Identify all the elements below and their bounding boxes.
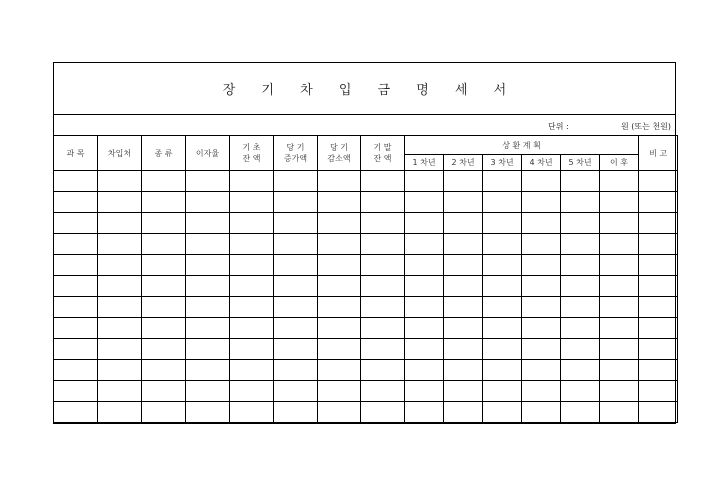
table-cell[interactable] [600,192,639,213]
table-cell[interactable] [186,360,230,381]
table-row [54,402,678,423]
table-cell[interactable] [483,360,522,381]
table-cell[interactable] [318,255,361,276]
table-cell[interactable] [98,171,142,192]
table-cell[interactable] [361,171,405,192]
col-header-lender: 차입처 [98,136,142,171]
table-cell[interactable] [98,297,142,318]
table-cell[interactable] [405,381,444,402]
table-cell[interactable] [142,297,186,318]
table-cell[interactable] [142,339,186,360]
table-cell[interactable] [444,192,483,213]
table-cell[interactable] [444,255,483,276]
col-header-opening-balance-line1: 기 초 [242,143,261,152]
table-cell[interactable] [361,234,405,255]
table-cell[interactable] [274,255,318,276]
col-header-type: 종 류 [142,136,186,171]
table-cell[interactable] [444,318,483,339]
table-cell[interactable] [361,276,405,297]
table-cell[interactable] [186,276,230,297]
table-cell[interactable] [522,255,561,276]
table-cell[interactable] [186,171,230,192]
table-cell[interactable] [361,255,405,276]
table-cell[interactable] [186,255,230,276]
table-cell[interactable] [522,234,561,255]
table-cell[interactable] [561,255,600,276]
table-cell[interactable] [522,339,561,360]
table-cell[interactable] [186,192,230,213]
table-row [54,255,678,276]
table-cell[interactable] [98,192,142,213]
table-cell[interactable] [98,339,142,360]
table-cell[interactable] [405,360,444,381]
table-cell[interactable] [98,381,142,402]
table-cell[interactable] [600,339,639,360]
table-cell[interactable] [98,276,142,297]
table-cell[interactable] [639,318,678,339]
table-cell[interactable] [54,402,98,423]
table-cell[interactable] [142,171,186,192]
table-cell[interactable] [142,213,186,234]
table-cell[interactable] [600,171,639,192]
ledger-body [54,171,678,423]
table-cell[interactable] [561,171,600,192]
table-cell[interactable] [600,276,639,297]
table-cell[interactable] [142,276,186,297]
table-cell[interactable] [54,276,98,297]
table-cell[interactable] [483,255,522,276]
table-cell[interactable] [561,213,600,234]
table-row [54,234,678,255]
table-cell[interactable] [318,192,361,213]
table-cell[interactable] [561,381,600,402]
table-cell[interactable] [639,255,678,276]
page-title: 장 기 차 입 금 명 세 서 [222,83,518,98]
table-cell[interactable] [54,381,98,402]
table-cell[interactable] [54,234,98,255]
col-header-closing-balance-line1: 기 말 [373,143,392,152]
table-cell[interactable] [274,276,318,297]
ledger-form [53,62,676,424]
col-header-period-decrease-line1: 당 기 [330,143,348,152]
ledger-table [53,135,678,423]
table-cell[interactable] [405,213,444,234]
table-cell[interactable] [639,171,678,192]
table-cell[interactable] [274,402,318,423]
table-cell[interactable] [561,318,600,339]
table-cell[interactable] [98,213,142,234]
col-header-after: 이 후 [600,155,639,171]
col-header-remarks: 비 고 [639,136,678,171]
table-cell[interactable] [230,234,274,255]
col-header-interest-rate: 이자율 [186,136,230,171]
table-cell[interactable] [405,339,444,360]
table-cell[interactable] [444,402,483,423]
table-cell[interactable] [274,381,318,402]
table-cell[interactable] [444,171,483,192]
table-cell[interactable] [186,402,230,423]
table-cell[interactable] [405,234,444,255]
table-cell[interactable] [230,318,274,339]
table-cell[interactable] [405,297,444,318]
col-header-year-1: 1 차년 [405,155,444,171]
table-cell[interactable] [639,381,678,402]
table-cell[interactable] [142,234,186,255]
table-cell[interactable] [561,297,600,318]
table-cell[interactable] [444,339,483,360]
table-cell[interactable] [522,171,561,192]
table-cell[interactable] [639,360,678,381]
table-cell[interactable] [230,339,274,360]
table-cell[interactable] [98,402,142,423]
table-cell[interactable] [522,402,561,423]
table-cell[interactable] [230,360,274,381]
col-header-year-4: 4 차년 [522,155,561,171]
col-header-account: 과 목 [54,136,98,171]
table-cell[interactable] [274,234,318,255]
table-cell[interactable] [274,171,318,192]
col-header-opening-balance [230,136,274,171]
table-cell[interactable] [600,297,639,318]
table-row [54,192,678,213]
table-cell[interactable] [561,402,600,423]
table-cell[interactable] [444,234,483,255]
table-cell[interactable] [444,297,483,318]
table-cell[interactable] [444,360,483,381]
table-cell[interactable] [54,339,98,360]
table-cell[interactable] [639,297,678,318]
table-cell[interactable] [274,339,318,360]
table-cell[interactable] [318,360,361,381]
table-cell[interactable] [230,381,274,402]
table-cell[interactable] [561,234,600,255]
table-cell[interactable] [54,297,98,318]
table-row [54,297,678,318]
table-cell[interactable] [318,234,361,255]
table-row [54,318,678,339]
table-cell[interactable] [639,276,678,297]
table-cell[interactable] [639,402,678,423]
table-cell[interactable] [230,297,274,318]
col-header-period-decrease [318,136,361,171]
table-cell[interactable] [318,381,361,402]
table-cell[interactable] [318,402,361,423]
table-cell[interactable] [54,171,98,192]
table-cell[interactable] [186,381,230,402]
header-row-1 [54,136,678,155]
table-cell[interactable] [522,381,561,402]
table-cell[interactable] [186,213,230,234]
table-cell[interactable] [98,234,142,255]
table-cell[interactable] [405,402,444,423]
table-cell[interactable] [483,402,522,423]
table-cell[interactable] [318,339,361,360]
col-header-closing-balance-line2: 잔 액 [373,154,392,163]
table-cell[interactable] [361,297,405,318]
col-header-period-decrease-line2: 감소액 [327,154,351,163]
table-row [54,381,678,402]
table-cell[interactable] [561,339,600,360]
table-cell[interactable] [318,318,361,339]
table-cell[interactable] [230,213,274,234]
col-header-period-increase [274,136,318,171]
table-cell[interactable] [274,360,318,381]
table-cell[interactable] [142,318,186,339]
table-cell[interactable] [483,234,522,255]
table-cell[interactable] [639,234,678,255]
table-cell[interactable] [186,339,230,360]
table-cell[interactable] [639,213,678,234]
title-row [54,63,675,115]
table-cell[interactable] [600,360,639,381]
table-cell[interactable] [274,213,318,234]
table-cell[interactable] [561,276,600,297]
table-cell[interactable] [361,192,405,213]
table-cell[interactable] [361,402,405,423]
table-cell[interactable] [142,255,186,276]
table-cell[interactable] [230,171,274,192]
table-cell[interactable] [98,255,142,276]
table-cell[interactable] [405,171,444,192]
table-cell[interactable] [600,234,639,255]
table-cell[interactable] [600,255,639,276]
table-cell[interactable] [361,360,405,381]
table-cell[interactable] [483,381,522,402]
table-cell[interactable] [405,318,444,339]
table-cell[interactable] [98,360,142,381]
table-cell[interactable] [186,297,230,318]
table-cell[interactable] [522,276,561,297]
table-cell[interactable] [318,297,361,318]
table-cell[interactable] [186,234,230,255]
table-cell[interactable] [600,213,639,234]
table-cell[interactable] [444,213,483,234]
table-cell[interactable] [318,276,361,297]
table-cell[interactable] [483,297,522,318]
table-cell[interactable] [361,381,405,402]
table-cell[interactable] [98,318,142,339]
table-cell[interactable] [483,318,522,339]
table-cell[interactable] [361,318,405,339]
table-cell[interactable] [142,192,186,213]
table-row [54,339,678,360]
table-cell[interactable] [274,297,318,318]
table-cell[interactable] [54,318,98,339]
col-header-repayment-plan: 상 환 계 획 [405,136,639,155]
table-cell[interactable] [230,402,274,423]
table-cell[interactable] [230,255,274,276]
col-header-opening-balance-line2: 잔 액 [242,154,261,163]
unit-label: 단위 : [548,122,569,131]
col-header-year-3: 3 차년 [483,155,522,171]
table-cell[interactable] [444,381,483,402]
table-cell[interactable] [318,213,361,234]
table-cell[interactable] [405,276,444,297]
table-cell[interactable] [230,276,274,297]
table-cell[interactable] [522,360,561,381]
table-cell[interactable] [274,192,318,213]
table-cell[interactable] [318,171,361,192]
table-cell[interactable] [522,192,561,213]
table-row [54,360,678,381]
table-cell[interactable] [483,213,522,234]
col-header-closing-balance [361,136,405,171]
table-cell[interactable] [361,339,405,360]
table-cell[interactable] [274,318,318,339]
col-header-period-increase-line2: 증가액 [283,154,308,163]
table-cell[interactable] [361,213,405,234]
table-cell[interactable] [54,213,98,234]
col-header-year-2: 2 차년 [444,155,483,171]
table-cell[interactable] [522,318,561,339]
table-cell[interactable] [522,213,561,234]
table-row [54,171,678,192]
table-cell[interactable] [522,297,561,318]
table-row [54,276,678,297]
table-cell[interactable] [561,360,600,381]
unit-row [54,115,675,135]
unit-value: 원 (또는 천원) [621,122,671,131]
table-cell[interactable] [444,276,483,297]
table-cell[interactable] [230,192,274,213]
table-cell[interactable] [142,360,186,381]
table-cell[interactable] [483,339,522,360]
table-cell[interactable] [483,192,522,213]
table-cell[interactable] [142,402,186,423]
table-cell[interactable] [639,339,678,360]
table-cell[interactable] [561,192,600,213]
col-header-period-increase-line1: 당 기 [286,143,305,152]
table-cell[interactable] [600,381,639,402]
table-cell[interactable] [54,255,98,276]
table-cell[interactable] [483,171,522,192]
table-cell[interactable] [405,255,444,276]
table-cell[interactable] [142,381,186,402]
table-cell[interactable] [483,276,522,297]
col-header-year-5: 5 차년 [561,155,600,171]
table-cell[interactable] [600,402,639,423]
table-cell[interactable] [405,192,444,213]
table-cell[interactable] [186,318,230,339]
table-cell[interactable] [639,192,678,213]
table-cell[interactable] [54,192,98,213]
table-cell[interactable] [600,318,639,339]
table-cell[interactable] [54,360,98,381]
table-row [54,213,678,234]
